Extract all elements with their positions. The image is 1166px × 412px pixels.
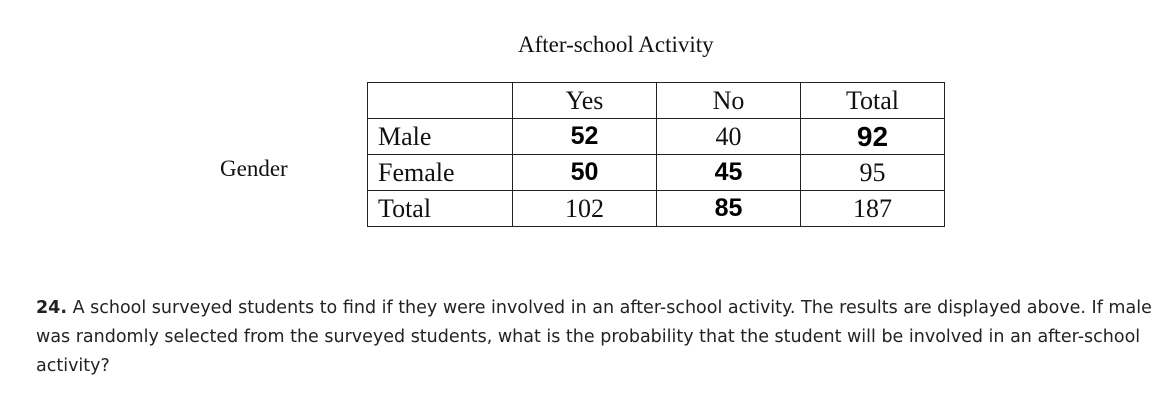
column-header-yes: Yes [513,83,657,119]
cell-male-yes: 52 [513,119,657,155]
table-title: After-school Activity [518,32,714,57]
column-header-total: Total [801,83,945,119]
table-row-total [368,191,945,227]
column-header-no: No [657,83,801,119]
cell-total-no: 85 [657,191,801,227]
cell-female-yes: 50 [513,155,657,191]
question-block [36,294,1156,381]
row-label-female: Female [368,155,513,191]
cell-male-no: 40 [657,119,801,155]
corner-cell [368,83,513,119]
header-row [368,83,945,119]
question-text: A school surveyed students to find if they were involved in an after-school activity. The results are displayed above. If male was randomly selected from the surveyed students, what is the probability that the student will be involved in an after-school activity? [36,298,1152,376]
two-way-table [367,82,945,227]
cell-grand-total: 187 [801,191,945,227]
cell-female-no: 45 [657,155,801,191]
row-label-total: Total [368,191,513,227]
row-variable-label: Gender [220,156,288,181]
cell-total-yes: 102 [513,191,657,227]
cell-female-total: 95 [801,155,945,191]
table-row-female [368,155,945,191]
row-label-male: Male [368,119,513,155]
cell-male-total: 92 [801,119,945,155]
table-row-male [368,119,945,155]
question-number: 24. [36,298,68,318]
